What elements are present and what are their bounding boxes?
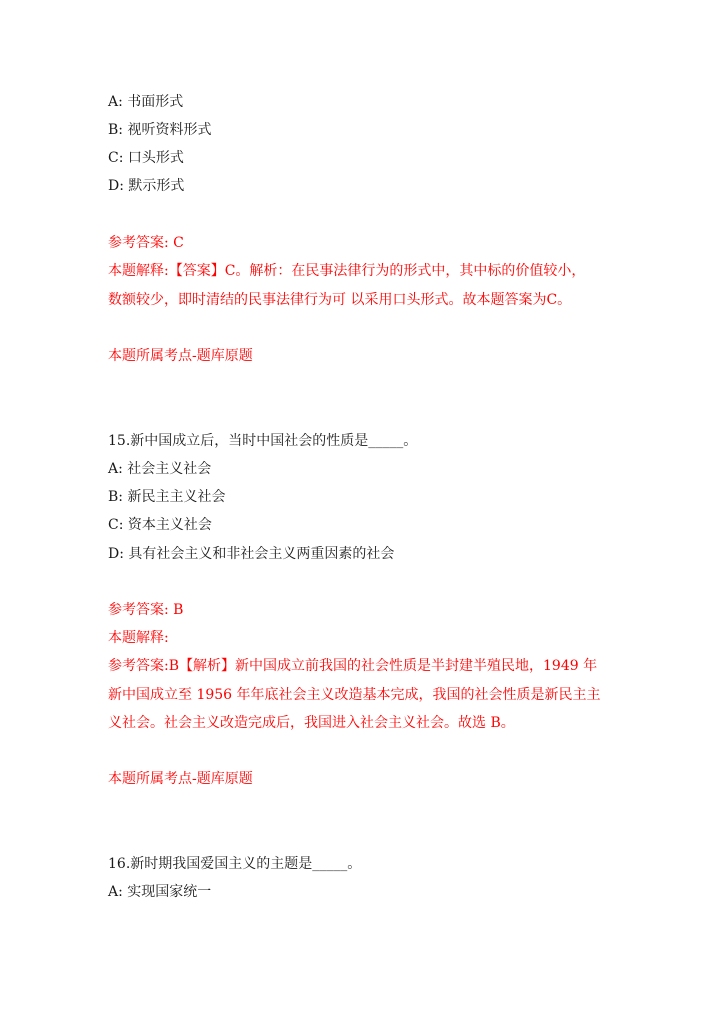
option-b: B: 视听资料形式 (108, 122, 212, 138)
option-d: D: 默示形式 (108, 178, 185, 194)
option-a: A: 书面形式 (108, 94, 184, 110)
answer-text: 参考答案: B (108, 602, 184, 618)
explanation-line: 数额较少，即时清结的民事法律行为可 以采用口头形式。故本题答案为C。 (108, 292, 572, 308)
explanation-line: 本题解释:【答案】C。解析：在民事法律行为的形式中，其中标的价值较小， (108, 263, 586, 279)
option-b: B: 新民主主义社会 (108, 489, 226, 505)
explanation-line: 义社会。社会主义改造完成后，我国进入社会主义社会。故选 B。 (108, 715, 515, 731)
option-a: A: 社会主义社会 (108, 461, 212, 477)
source-text: 本题所属考点-题库原题 (108, 771, 253, 787)
answer-text: 参考答案: C (108, 235, 184, 251)
option-c: C: 资本主义社会 (108, 517, 212, 533)
explanation-line: 参考答案:B【解析】新中国成立前我国的社会性质是半封建半殖民地，1949 年 (108, 658, 598, 674)
question-text: 15.新中国成立后，当时中国社会的性质是_____。 (108, 433, 418, 449)
option-d: D: 具有社会主义和非社会主义两重因素的社会 (108, 546, 395, 562)
source-text: 本题所属考点-题库原题 (108, 348, 253, 364)
option-c: C: 口头形式 (108, 150, 184, 166)
explanation-line: 新中国成立至 1956 年年底社会主义改造基本完成，我国的社会性质是新民主主 (108, 687, 601, 703)
option-a: A: 实现国家统一 (108, 884, 212, 900)
explanation-label: 本题解释: (108, 630, 169, 646)
question-text: 16.新时期我国爱国主义的主题是_____。 (108, 856, 362, 872)
